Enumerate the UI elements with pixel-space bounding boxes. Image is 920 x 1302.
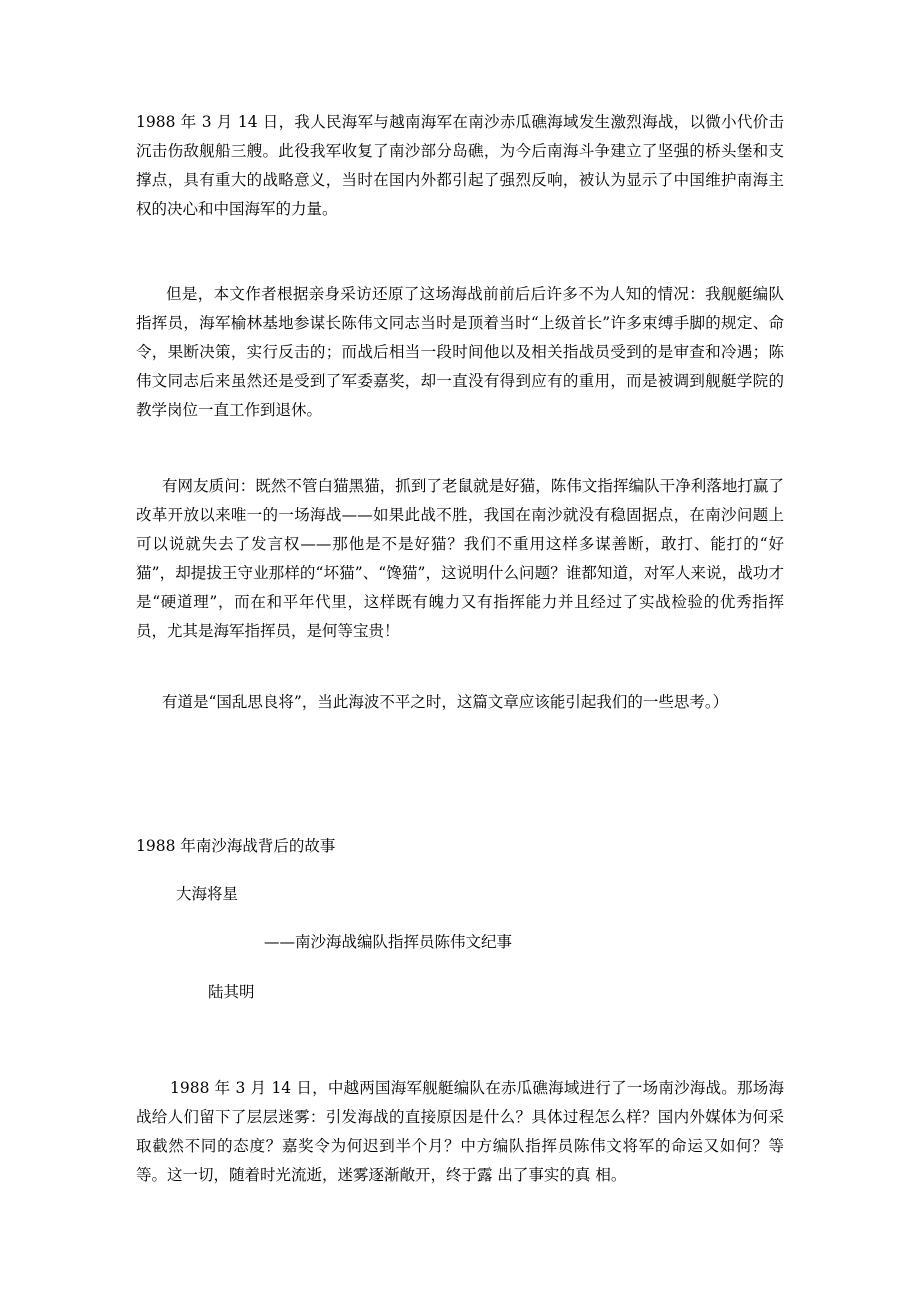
- author-name: 陆其明: [208, 983, 255, 1001]
- story-title: 1988 年南沙海战背后的故事: [136, 837, 336, 855]
- intro-paragraph-2: 但是，本文作者根据亲身采访还原了这场海战前前后后许多不为人知的情况：我舰艇编队指挥员，海军榆林基地参谋长陈伟文同志当时是顶着当时“上级首长”许多束缚手脚的规定、命令，果断决策，实行反击的；而战后相当一段时间他以及相关指战员受到的是审查和冷遇；陈伟文同志后来虽然还是受到了军委嘉奖，却一直没有得到应有的重用，而是被调到舰艇学院的教学岗位一直工作到退休。: [136, 285, 784, 419]
- book-title: 大海将星: [176, 885, 239, 903]
- intro-paragraph-3: 有网友质问：既然不管白猫黑猫，抓到了老鼠就是好猫，陈伟文指挥编队干净利落地打赢了改革开放以来唯一的一场海战——如果此战不胜，我国在南沙就没有稳固据点，在南沙问题上可以说就失去了发言权——那他是不是好猫？我们不重用这样多谋善断，敢打、能打的“好猫”，却提拔王守业那样的“坏猫”、“馋猫”，这说明什么问题？谁都知道，对军人来说，战功才是“硬道理”，而在和平年代里，这样既有魄力又有指挥能力并且经过了实战检验的优秀指挥员，尤其是海军指挥员，是何等宝贵！: [136, 477, 784, 640]
- intro-paragraph-4: 有道是“国乱思良将”，当此海波不平之时，这篇文章应该能引起我们的一些思考。）: [162, 693, 729, 711]
- subtitle: ——南沙海战编队指挥员陈伟文纪事: [264, 933, 513, 951]
- intro-paragraph-1: 1988 年 3 月 14 日，我人民海军与越南海军在南沙赤瓜礁海域发生激烈海战，以微小代价击沉击伤敌舰船三艘。此役我军收复了南沙部分岛礁，为今后南海斗争建立了坚强的桥头堡和支撑点，具有重大的战略意义，当时在国内外都引起了强烈反响，被认为显示了中国维护南海主权的决心和中国海军的力量。: [136, 113, 784, 218]
- opening-paragraph: 1988 年 3 月 14 日，中越两国海军舰艇编队在赤瓜礁海域进行了一场南沙海战。那场海战给人们留下了层层迷雾：引发海战的直接原因是什么？具体过程怎么样？国内外媒体为何采取截然不同的态度？嘉奖令为何迟到半个月？中方编队指挥员陈伟文将军的命运又如何？等等。这一切，随着时光流逝，迷雾逐渐敞开，终于露 出了事实的真 相。: [136, 1079, 784, 1184]
